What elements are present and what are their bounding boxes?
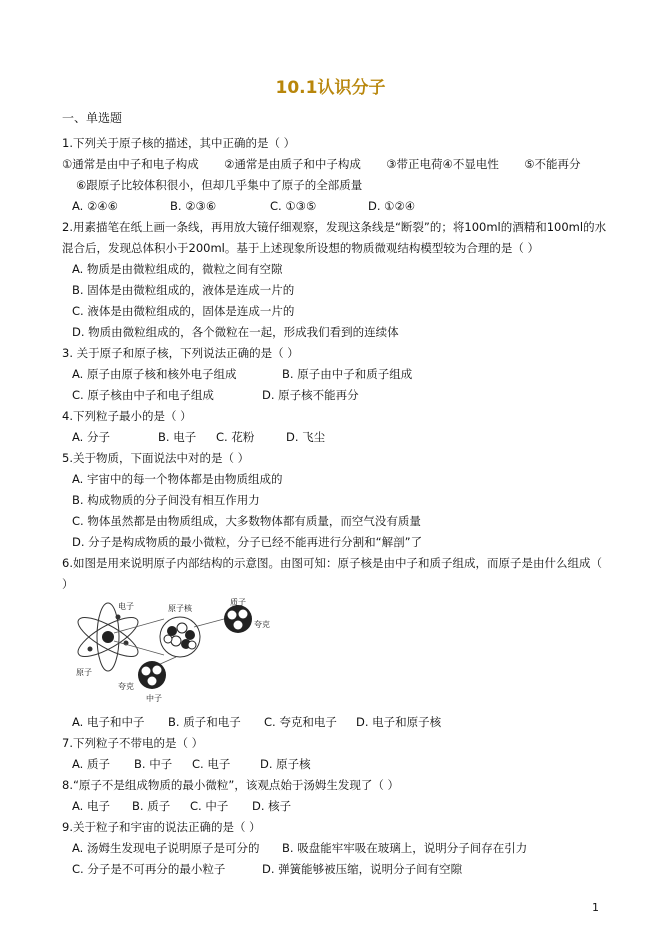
- question-3-options-row-2: [62, 385, 607, 406]
- page-number: 1: [592, 901, 599, 914]
- zoom-line: [114, 641, 164, 655]
- option-b[interactable]: B. 吸盘能牢牢吸在玻璃上，说明分子间存在引力: [282, 841, 528, 855]
- option-b[interactable]: B. 构成物质的分子间没有相互作用力: [72, 493, 260, 507]
- question-4-stem: 4.下列粒子最小的是（ ）: [62, 409, 192, 423]
- option-b[interactable]: B. 质子: [132, 799, 171, 813]
- label-quark: 夸克: [118, 682, 134, 691]
- option-a[interactable]: A. 质子: [72, 757, 110, 771]
- quark-dot: [228, 611, 237, 620]
- option-a[interactable]: A. 宇宙中的每一个物体都是由物质组成的: [72, 472, 283, 486]
- option-b[interactable]: B. 质子和电子: [168, 715, 241, 729]
- quark-dot: [153, 666, 162, 675]
- section-heading: 一、单选题: [62, 111, 123, 125]
- question-8-stem: 8.“原子不是组成物质的最小微粒”，该观点始于汤姆生发现了（ ）: [62, 778, 400, 792]
- question-1-stem: 1.下列关于原子核的描述，其中正确的是（ ）: [62, 136, 296, 150]
- option-d[interactable]: D. 电子和原子核: [356, 715, 442, 729]
- option-c[interactable]: C. 中子: [190, 799, 229, 813]
- option-b[interactable]: B. ②③⑥: [170, 199, 217, 213]
- option-d[interactable]: D. 原子核不能再分: [262, 388, 359, 402]
- atom-nucleus-dot: [102, 631, 114, 643]
- question-7-options: [62, 754, 607, 775]
- label-nucleus: 原子核: [168, 604, 192, 613]
- label-proton: 质子: [230, 598, 246, 607]
- statement: ②通常是由质子和中子构成: [224, 157, 361, 171]
- option-a[interactable]: A. 分子: [72, 430, 110, 444]
- question-1-statement-6: ⑥跟原子比较体积很小，但却几乎集中了原子的全部质量: [76, 178, 363, 192]
- zoom-line: [158, 657, 176, 665]
- option-d[interactable]: D. 核子: [252, 799, 292, 813]
- option-b[interactable]: B. 原子由中子和质子组成: [282, 367, 413, 381]
- option-d[interactable]: D. 分子是构成物质的最小微粒，分子已经不能再进行分割和“解剖”了: [72, 535, 423, 549]
- option-c[interactable]: C. 液体是由微粒组成的，固体是连成一片的: [72, 304, 295, 318]
- question-5-stem: 5.关于物质，下面说法中对的是（ ）: [62, 451, 250, 465]
- question-6-options: [62, 712, 607, 733]
- quark-dot: [148, 677, 157, 686]
- option-c[interactable]: C. 花粉: [216, 430, 255, 444]
- zoom-line: [194, 619, 224, 627]
- option-d[interactable]: D. 飞尘: [286, 430, 326, 444]
- option-c[interactable]: C. 物体虽然都是由物质组成，大多数物体都有质量，而空气没有质量: [72, 514, 421, 528]
- question-1-options: [62, 196, 607, 217]
- question-3-stem: 3. 关于原子和原子核，下列说法正确的是（ ）: [62, 346, 299, 360]
- atom-structure-diagram: [68, 597, 268, 703]
- question-9-options-row-2: [62, 859, 607, 880]
- option-b[interactable]: B. 电子: [158, 430, 197, 444]
- option-a[interactable]: A. 电子和中子: [72, 715, 145, 729]
- question-8-options: [62, 796, 607, 817]
- question-2-stem: 2.用素描笔在纸上画一条线，再用放大镜仔细观察，发现这条线是“断裂”的；将100ml的酒精和100ml的水混合后，发现总体积小于200ml。基于上述现象所设想的物质微观结构模型较为合理的是（ ）: [62, 220, 607, 255]
- question-9-stem: 9.关于粒子和宇宙的说法正确的是（ ）: [62, 820, 261, 834]
- option-b[interactable]: B. 固体是由微粒组成的，液体是连成一片的: [72, 283, 295, 297]
- option-c[interactable]: C. 夸克和电子: [264, 715, 337, 729]
- zoom-line: [114, 619, 164, 633]
- question-list: [62, 133, 607, 880]
- option-c[interactable]: C. ①③⑤: [270, 199, 317, 213]
- option-a[interactable]: A. 电子: [72, 799, 110, 813]
- label-quark: 夸克: [254, 620, 270, 629]
- option-a[interactable]: A. ②④⑥: [72, 199, 118, 213]
- statement: ③带正电荷④不显电性: [386, 157, 499, 171]
- quark-dot: [239, 610, 248, 619]
- question-1-statements: [62, 154, 607, 175]
- label-electron: 电子: [118, 602, 134, 611]
- option-c[interactable]: C. 电子: [192, 757, 231, 771]
- option-a[interactable]: A. 汤姆生发现电子说明原子是可分的: [72, 841, 260, 855]
- statement: ⑤不能再分: [524, 157, 581, 171]
- option-c[interactable]: C. 原子核由中子和电子组成: [72, 388, 214, 402]
- question-6-stem: 6.如图是用来说明原子内部结构的示意图。由图可知：原子核是由中子和质子组成，而原子是由什么组成（ ）: [62, 556, 602, 591]
- option-c[interactable]: C. 分子是不可再分的最小粒子: [72, 862, 226, 876]
- quark-dot: [234, 621, 243, 630]
- question-7-stem: 7.下列粒子不带电的是（ ）: [62, 736, 204, 750]
- option-a[interactable]: A. 原子由原子核和核外电子组成: [72, 367, 237, 381]
- label-neutron: 中子: [146, 694, 162, 703]
- electron-dot: [116, 615, 121, 620]
- quark-dot: [142, 667, 151, 676]
- electron-dot: [88, 647, 93, 652]
- option-d[interactable]: D. ①②④: [368, 199, 416, 213]
- option-a[interactable]: A. 物质是由微粒组成的，微粒之间有空隙: [72, 262, 283, 276]
- label-atom: 原子: [76, 668, 92, 677]
- option-d[interactable]: D. 弹簧能够被压缩，说明分子间有空隙: [262, 862, 463, 876]
- statement: ①通常是由中子和电子构成: [62, 157, 199, 171]
- question-3-options-row-1: [62, 364, 607, 385]
- option-d[interactable]: D. 原子核: [260, 757, 311, 771]
- page-title: 10.1认识分子: [275, 78, 386, 98]
- option-b[interactable]: B. 中子: [134, 757, 173, 771]
- question-9-options-row-1: [62, 838, 607, 859]
- question-4-options: [62, 427, 607, 448]
- option-d[interactable]: D. 物质由微粒组成的，各个微粒在一起，形成我们看到的连续体: [72, 325, 399, 339]
